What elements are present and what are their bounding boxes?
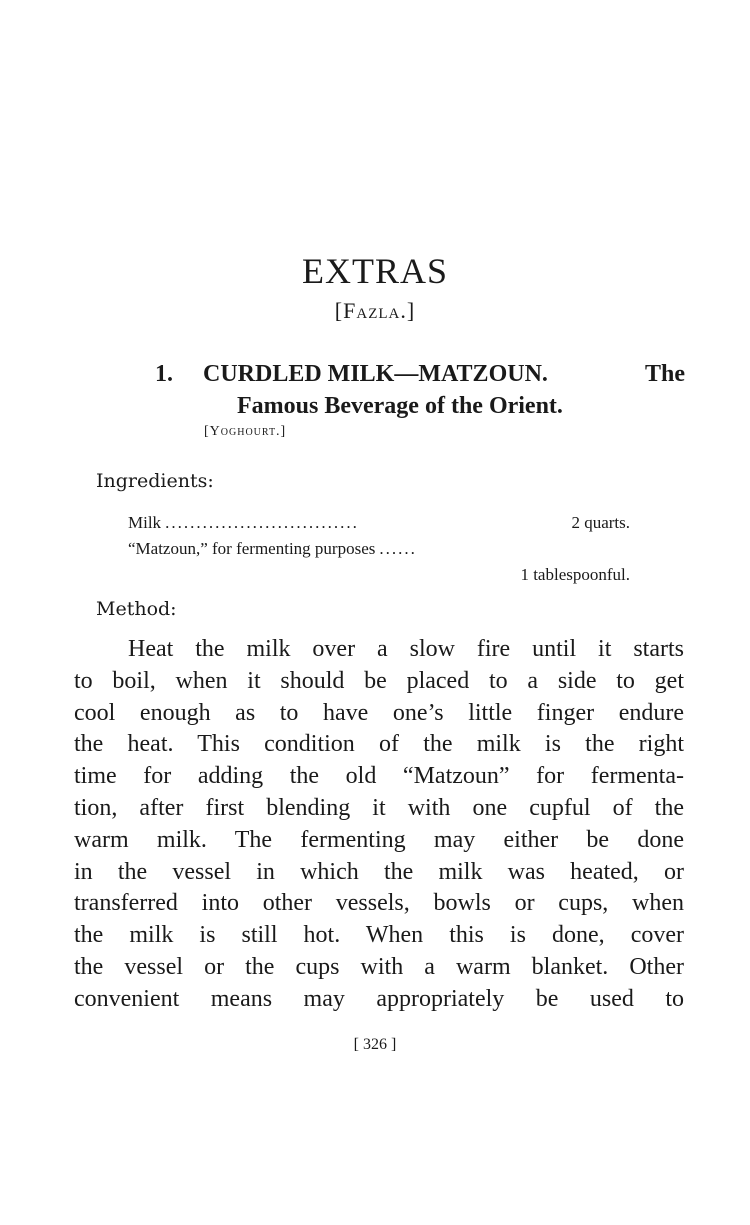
method-line: warm milk. The fermenting may either be done — [74, 826, 684, 853]
method-line: transferred into other vessels, bowls or cups, when — [74, 890, 684, 917]
method-line: convenient means may appropriately be used to — [74, 985, 684, 1012]
method-label: Method: — [96, 598, 177, 620]
dot-leader: ...... — [379, 539, 417, 558]
recipe-heading-line1: CURDLED MILK—MATZOUN. — [203, 361, 548, 387]
recipe-heading-line2: Famous Beverage of the Orient. — [237, 393, 563, 419]
method-line: to boil, when it should be placed to a side to get — [74, 667, 684, 694]
method-line: cool enough as to have one’s little finger endure — [74, 699, 684, 726]
dot-leader: ............................... — [165, 513, 359, 532]
method-line: the vessel or the cups with a warm blanket. Other — [74, 953, 684, 980]
recipe-alt-name: [Yoghourt.] — [204, 424, 287, 439]
page-number: [ 326 ] — [353, 1036, 397, 1053]
recipe-number: 1. — [155, 361, 173, 387]
ingredient-name: “Matzoun,” for fermenting purposes — [128, 539, 376, 558]
method-line: time for adding the old “Matzoun” for fermenta- — [74, 763, 684, 790]
method-line: the milk is still hot. When this is done, cover — [74, 922, 684, 949]
method-line: Heat the milk over a slow fire until it starts — [128, 636, 684, 662]
ingredient-amount: 1 tablespoonful. — [520, 565, 630, 584]
ingredient-list — [128, 510, 630, 588]
method-line: the heat. This condition of the milk is the right — [74, 731, 684, 758]
ingredient-name: Milk — [128, 513, 162, 532]
ingredients-label: Ingredients: — [96, 470, 214, 492]
method-paragraph — [74, 634, 684, 1016]
ingredient-amount: 2 quarts. — [571, 513, 630, 532]
recipe-heading-line1-tail: The — [644, 361, 685, 387]
recipe-heading — [155, 358, 685, 422]
method-line: in the vessel in which the milk was heated, or — [74, 858, 684, 885]
chapter-subtitle: [Fazla.] — [334, 298, 416, 323]
ingredient-row — [128, 510, 630, 536]
chapter-title: EXTRAS — [301, 251, 448, 291]
method-line: tion, after first blending it with one cupful of the — [74, 794, 684, 821]
ingredient-row — [128, 536, 630, 562]
